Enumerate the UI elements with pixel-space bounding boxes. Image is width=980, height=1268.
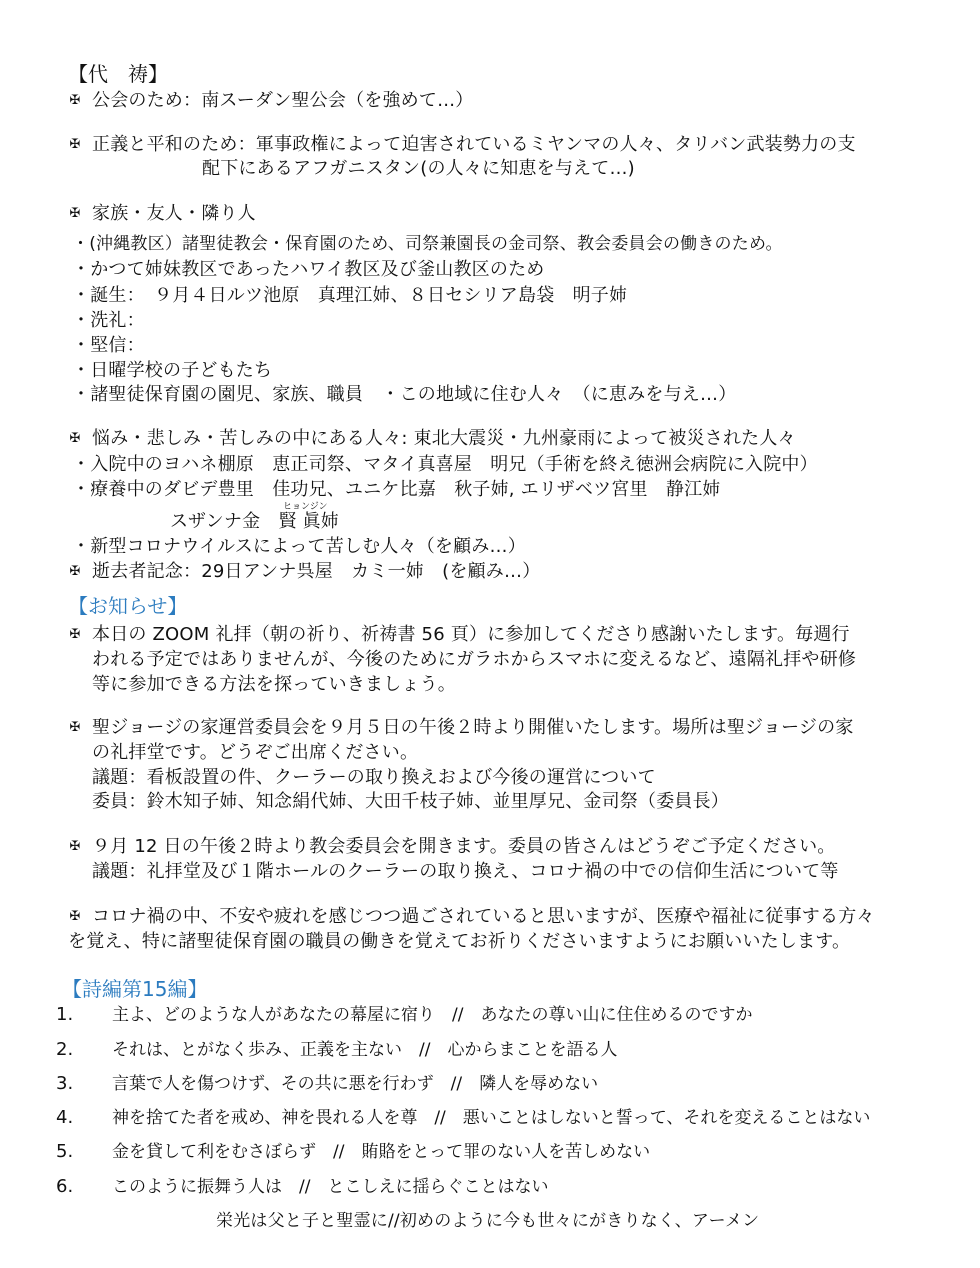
cross-icon: ✠: [69, 839, 81, 854]
intercession-church-text: 公会のため：南スーダン聖公会（を強めて…）: [92, 90, 474, 111]
cross-icon: ✠: [69, 627, 81, 642]
intercession-item: ・諸聖徒保育園の園児、家族、職員 ・この地域に住む人々 （に恵みを与え…）: [72, 384, 737, 405]
verse-number: 5.: [56, 1141, 74, 1162]
notice-4-line: コロナ禍の中、不安や疲れを感じつつ過ごされていると思いますが、医療や福祉に従事する方々: [92, 906, 875, 927]
suffering-item: ・療養中のダビデ豊里 佳功兄、ユニケ比嘉 秋子姉, エリザベツ宮里 静江姉: [72, 479, 721, 500]
cross-icon: ✠: [69, 564, 81, 579]
notice-4-line: を覚え、特に諸聖徒保育園の職員の働きを覚えてお祈りくださいますようにお願いいたします。: [68, 931, 851, 952]
suffering-item: ・入院中のヨハネ棚原 恵正司祭、マタイ真喜屋 明兄（手術を終え徳洲会病院に入院中）: [72, 454, 818, 475]
verse-text: 主よ、どのような人があなたの幕屋に宿り // あなたの尊い山に住住めるのですか: [112, 1005, 753, 1025]
cross-icon: ✠: [69, 909, 81, 924]
verse-number: 2.: [56, 1039, 74, 1060]
verse-number: 4.: [56, 1107, 74, 1128]
notice-2-line: 議題：看板設置の件、クーラーの取り換えおよび今後の運営について: [92, 767, 656, 788]
notice-2-line: 委員：鈴木知子姉、知念絹代姉、大田千枝子姉、並里厚兄、金司祭（委員長）: [92, 791, 729, 812]
verse-text: このように振舞う人は // とこしえに揺らぐことはない: [112, 1177, 549, 1197]
intercession-departed-text: 逝去者記念：29日アンナ呉屋 カミ一姉 (を顧み…）: [92, 561, 541, 582]
intercession-justice-text: 正義と平和のため：軍事政権によって迫害されているミヤンマの人々、タリバン武装勢力の支: [92, 134, 856, 155]
intercession-heading: 【代 祷】: [68, 62, 168, 86]
psalm-heading: 【詩編第15編】: [62, 977, 208, 1001]
intercession-suffering-text: 悩み・悲しみ・苦しみの中にある人々: 東北大震災・九州豪雨によって被災された人々: [92, 428, 796, 449]
intercession-family: [66, 203, 256, 225]
notice-3: [66, 836, 836, 858]
notice-1-line: われる予定ではありませんが、今後のためにガラホからスマホに変えるなど、遠隔礼拝や研修: [92, 649, 857, 670]
suffering-item: スザンナ金 賢 眞姉: [170, 511, 340, 532]
gloria-patri: 栄光は父と子と聖霊に//初めのように今も世々にがきりなく、アーメン: [216, 1211, 760, 1231]
notice-3-line: 議題：礼拝堂及び１階ホールのクーラーの取り換え、コロナ禍の中での信仰生活について等: [92, 861, 839, 882]
notice-4: [66, 906, 875, 928]
notice-1-line: 本日の ZOOM 礼拝（朝の祈り、祈祷書 56 頁）に参加してくださり感謝いたします。毎週行: [92, 624, 850, 645]
intercession-item: ・堅信：: [72, 335, 145, 356]
ruby-annotation: ヒョンジン: [283, 502, 328, 512]
intercession-justice-line2: 配下にあるアフガニスタン(の人々に知恵を与えて…): [202, 158, 635, 179]
intercession-item: ・洗礼：: [72, 310, 145, 331]
notice-3-line: ９月 12 日の午後２時より教会委員会を開きます。委員の皆さんはどうぞご予定ください。: [92, 836, 836, 857]
verse-text: それは、とがなく歩み、正義を主ない // 心からまことを語る人: [112, 1040, 618, 1060]
verse-number: 1.: [56, 1004, 74, 1025]
notice-1-line: 等に参加できる方法を探っていきましょう。: [92, 674, 456, 695]
intercession-family-text: 家族・友人・隣り人: [92, 203, 256, 224]
verse-text: 神を捨てた者を戒め、神を畏れる人を尊 // 悪いことはしないと誓って、それを変えることはない: [112, 1108, 871, 1128]
intercession-item: ・誕生： ９月４日ルツ池原 真理江姉、８日セシリア島袋 明子姉: [72, 285, 628, 306]
cross-icon: ✠: [69, 137, 81, 152]
verse-text: 金を貸して利をむさぼらず // 賄賂をとって罪のない人を苦しめない: [112, 1142, 651, 1162]
cross-icon: ✠: [69, 206, 81, 221]
intercession-suffering: [66, 428, 796, 450]
intercession-departed: [66, 561, 540, 583]
notices-heading: 【お知らせ】: [68, 594, 188, 618]
cross-icon: ✠: [69, 431, 81, 446]
notice-2: [66, 717, 854, 739]
verse-text: 言葉で人を傷つけず、その共に悪を行わず // 隣人を辱めない: [112, 1074, 599, 1094]
intercession-church: [66, 90, 473, 112]
suffering-item: ・新型コロナウイルスによって苦しむ人々（を顧み…）: [72, 536, 526, 557]
intercession-item: ・かつて姉妹教区であったハワイ教区及び釜山教区のため: [72, 259, 545, 280]
intercession-item: ・(沖縄教区）諸聖徒教会・保育園のため、司祭兼園長の金司祭、教会委員会の働きのため。: [72, 234, 783, 254]
cross-icon: ✠: [69, 93, 81, 108]
intercession-item: ・日曜学校の子どもたち: [72, 360, 273, 381]
verse-number: 3.: [56, 1073, 74, 1094]
notice-2-line: 聖ジョージの家運営委員会を９月５日の午後２時より開催いたします。場所は聖ジョージの家: [92, 717, 854, 738]
verse-number: 6.: [56, 1176, 74, 1197]
notice-1: [66, 624, 850, 646]
cross-icon: ✠: [69, 720, 81, 735]
intercession-justice: [66, 134, 856, 156]
notice-2-line: の礼拝堂です。どうぞご出席ください。: [92, 742, 419, 763]
